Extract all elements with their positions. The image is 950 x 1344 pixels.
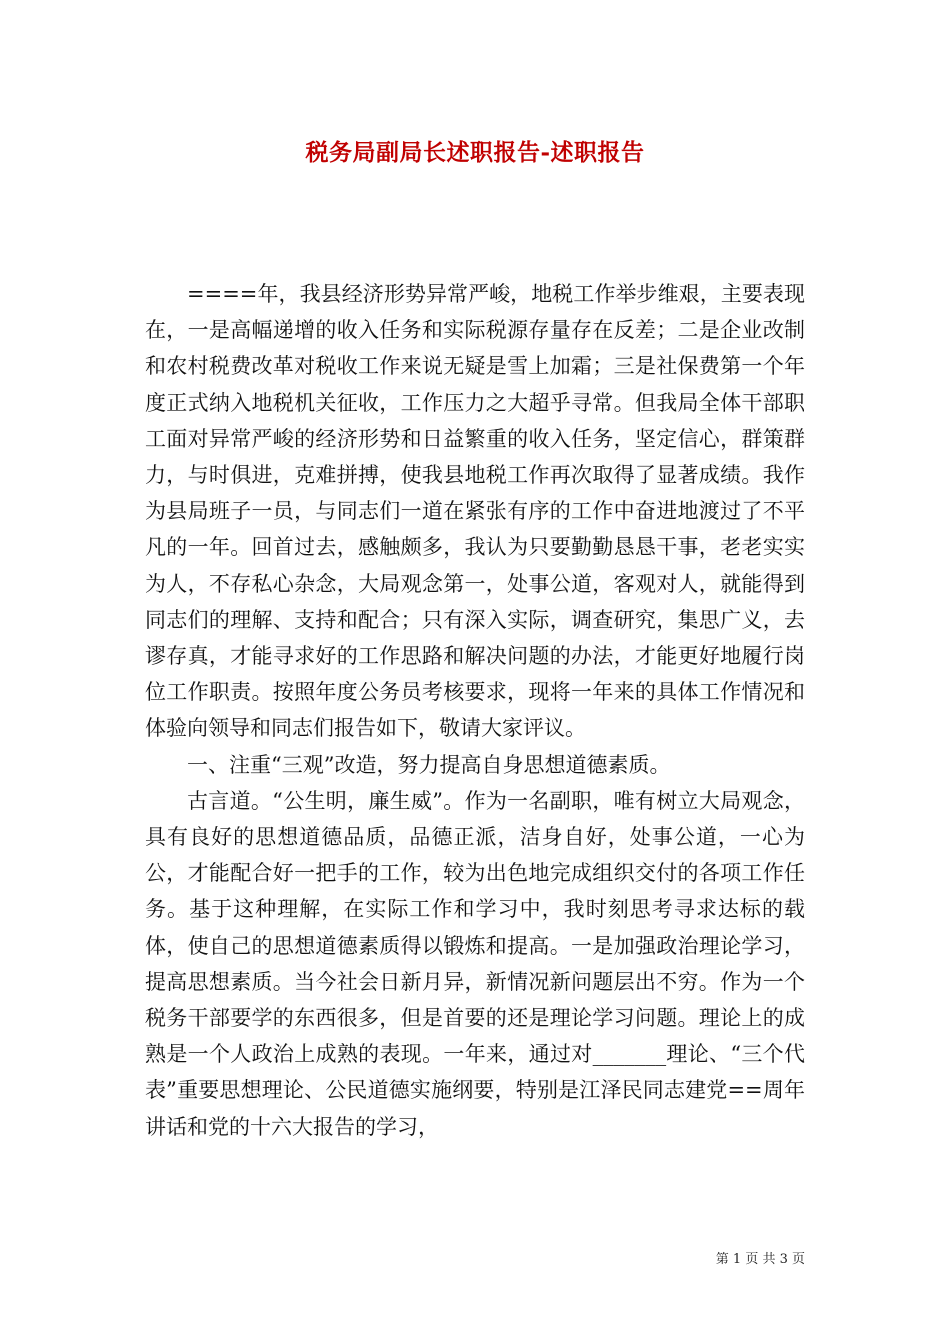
document-title: 税务局副局长述职报告-述职报告: [305, 139, 645, 166]
paragraph-section-heading: 一、注重“三观”改造，努力提高自身思想道德素质。: [187, 752, 671, 777]
paragraph-intro: ====年，我县经济形势异常严峻，地税工作举步维艰，主要表现在，一是高幅递增的收入任务和实际税源存量存在反差；二是企业改制和农村税费改革对税收工作来说无疑是雪上加霜；三是社保费第一个年度正式纳入地税机关征收，工作压力之大超乎寻常。但我局全体干部职工面对异常严峻的经济形势和日益繁重的收入任务，坚定信心，群策群力，与时俱进，克难拼搏，使我县地税工作再次取得了显著成绩。我作为县局班子一员，与同志们一道在紧张有序的工作中奋进地渡过了不平凡的一年。回首过去，感触颇多，我认为只要勤勤恳恳干事，老老实实为人，不存私心杂念，大局观念第一，处事公道，客观对人，就能得到同志们的理解、支持和配合；只有深入实际，调查研究，集思广义，去谬存真，才能寻求好的工作思路和解决问题的办法，才能更好地履行岗位工作职责。按照年度公务员考核要求，现将一年来的具体工作情况和体验向领导和同志们报告如下，敬请大家评议。: [145, 282, 805, 741]
paragraph-section-body: 古言道。“公生明，廉生威”。作为一名副职，唯有树立大局观念，具有良好的思想道德品质，品德正派，洁身自好，处事公道，一心为公，才能配合好一把手的工作，较为出色地完成组织交付的各项工作任务。基于这种理解，在实际工作和学习中，我时刻思考寻求达标的载体，使自己的思想道德素质得以锻炼和提高。一是加强政治理论学习，提高思想素质。当今社会日新月异，新情况新问题层出不穷。作为一个税务干部要学的东西很多，但是首要的还是理论学习问题。理论上的成熟是一个人政治上成熟的表现。一年来，通过对_______理论、“三个代表”重要思想理论、公民道德实施纲要，特别是江泽民同志建党==周年讲话和党的十六大报告的学习，: [145, 788, 805, 1139]
document-body: [145, 276, 805, 1145]
page-number: 第 1 页 共 3 页: [715, 1252, 805, 1267]
